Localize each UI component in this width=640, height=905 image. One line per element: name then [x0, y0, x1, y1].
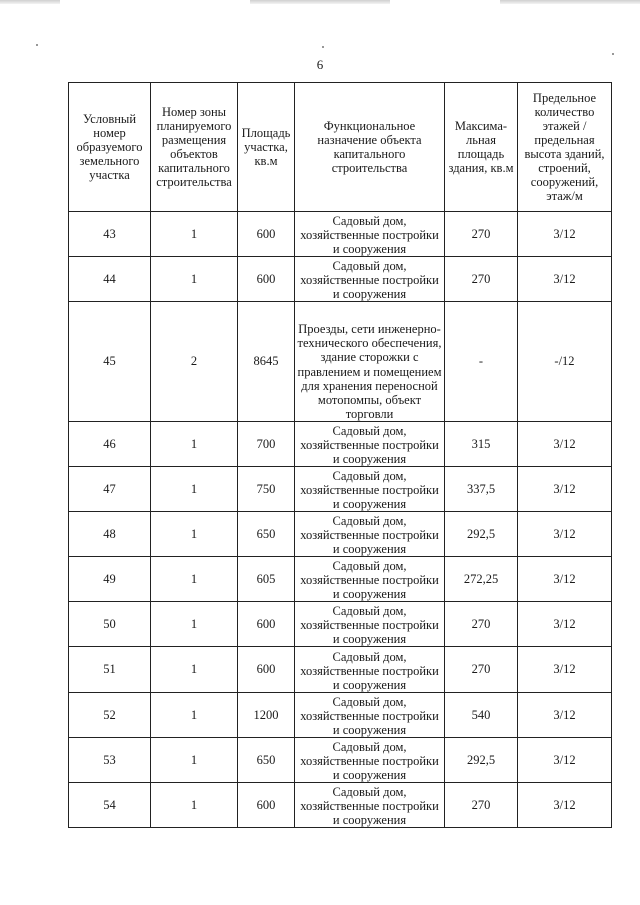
land-plots-table — [68, 82, 612, 828]
cell-function: Садовый дом, хозяйственные постройки и сооружения — [295, 212, 445, 257]
table-row — [69, 422, 612, 467]
header-max-building-area: Максима-льная площадь здания, кв.м — [445, 83, 518, 212]
cell-zone-number: 1 — [151, 212, 238, 257]
cell-plot-area: 600 — [238, 783, 295, 828]
cell-max-area: 270 — [445, 783, 518, 828]
cell-plot-number: 50 — [69, 602, 151, 647]
cell-plot-area: 600 — [238, 212, 295, 257]
table-row — [69, 467, 612, 512]
cell-zone-number: 1 — [151, 557, 238, 602]
cell-plot-number: 47 — [69, 467, 151, 512]
cell-plot-area: 750 — [238, 467, 295, 512]
cell-function: Садовый дом, хозяйственные постройки и сооружения — [295, 512, 445, 557]
cell-floors: 3/12 — [518, 647, 612, 693]
cell-zone-number: 1 — [151, 602, 238, 647]
cell-zone-number: 1 — [151, 422, 238, 467]
cell-plot-area: 650 — [238, 512, 295, 557]
cell-function: Садовый дом, хозяйственные постройки и сооружения — [295, 422, 445, 467]
table-row — [69, 647, 612, 693]
cell-plot-area: 1200 — [238, 693, 295, 738]
cell-zone-number: 2 — [151, 302, 238, 422]
cell-max-area: 540 — [445, 693, 518, 738]
cell-max-area: 270 — [445, 212, 518, 257]
cell-function: Садовый дом, хозяйственные постройки и сооружения — [295, 647, 445, 693]
cell-max-area: 292,5 — [445, 512, 518, 557]
cell-plot-area: 8645 — [238, 302, 295, 422]
header-floors-height: Предельное количество этажей / предельная высота зданий, строений, сооружений, этаж/м — [518, 83, 612, 212]
header-plot-area: Площадь участка, кв.м — [238, 83, 295, 212]
cell-plot-number: 54 — [69, 783, 151, 828]
cell-plot-number: 53 — [69, 738, 151, 783]
table-row — [69, 693, 612, 738]
cell-zone-number: 1 — [151, 257, 238, 302]
scan-artifact — [0, 0, 60, 4]
cell-function: Садовый дом, хозяйственные постройки и сооружения — [295, 738, 445, 783]
cell-plot-number: 45 — [69, 302, 151, 422]
table-row — [69, 512, 612, 557]
table-row — [69, 602, 612, 647]
cell-plot-number: 48 — [69, 512, 151, 557]
cell-floors: 3/12 — [518, 422, 612, 467]
scan-speck — [612, 53, 614, 55]
cell-floors: 3/12 — [518, 212, 612, 257]
cell-floors: 3/12 — [518, 512, 612, 557]
cell-max-area: 337,5 — [445, 467, 518, 512]
cell-zone-number: 1 — [151, 738, 238, 783]
cell-max-area: - — [445, 302, 518, 422]
page-number: 6 — [316, 57, 324, 72]
cell-floors: 3/12 — [518, 693, 612, 738]
table-row — [69, 557, 612, 602]
cell-function: Садовый дом, хозяйственные постройки и сооружения — [295, 257, 445, 302]
cell-function: Садовый дом, хозяйственные постройки и сооружения — [295, 557, 445, 602]
cell-function: Проезды, сети инженерно-технического обеспечения, здание сторожки с правлением и помещением для хранения переносной мотопомпы, объект торговли — [295, 302, 445, 422]
cell-zone-number: 1 — [151, 783, 238, 828]
cell-plot-number: 43 — [69, 212, 151, 257]
cell-floors: 3/12 — [518, 783, 612, 828]
cell-floors: 3/12 — [518, 602, 612, 647]
cell-max-area: 270 — [445, 257, 518, 302]
cell-plot-area: 650 — [238, 738, 295, 783]
cell-plot-area: 600 — [238, 257, 295, 302]
cell-function: Садовый дом, хозяйственные постройки и сооружения — [295, 783, 445, 828]
cell-floors: 3/12 — [518, 467, 612, 512]
cell-plot-area: 605 — [238, 557, 295, 602]
cell-floors: 3/12 — [518, 738, 612, 783]
cell-plot-area: 600 — [238, 647, 295, 693]
table-row — [69, 783, 612, 828]
cell-function: Садовый дом, хозяйственные постройки и сооружения — [295, 693, 445, 738]
cell-max-area: 315 — [445, 422, 518, 467]
table-row — [69, 212, 612, 257]
cell-zone-number: 1 — [151, 512, 238, 557]
cell-function: Садовый дом, хозяйственные постройки и сооружения — [295, 602, 445, 647]
cell-max-area: 292,5 — [445, 738, 518, 783]
cell-plot-number: 52 — [69, 693, 151, 738]
cell-plot-area: 700 — [238, 422, 295, 467]
cell-plot-number: 46 — [69, 422, 151, 467]
scan-artifact — [250, 0, 390, 4]
cell-max-area: 270 — [445, 602, 518, 647]
cell-plot-area: 600 — [238, 602, 295, 647]
cell-plot-number: 49 — [69, 557, 151, 602]
table-row — [69, 302, 612, 422]
cell-floors: 3/12 — [518, 257, 612, 302]
header-plot-number: Условный номер образуемого земельного участка — [69, 83, 151, 212]
scan-speck — [322, 46, 324, 48]
cell-zone-number: 1 — [151, 467, 238, 512]
scan-speck — [36, 44, 38, 46]
cell-max-area: 270 — [445, 647, 518, 693]
table-header-row — [69, 83, 612, 212]
header-zone-number: Номер зоны планируемого размещения объектов капитального строительства — [151, 83, 238, 212]
cell-zone-number: 1 — [151, 693, 238, 738]
cell-max-area: 272,25 — [445, 557, 518, 602]
cell-function: Садовый дом, хозяйственные постройки и сооружения — [295, 467, 445, 512]
cell-plot-number: 51 — [69, 647, 151, 693]
scan-artifact — [500, 0, 640, 4]
cell-plot-number: 44 — [69, 257, 151, 302]
table-row — [69, 738, 612, 783]
cell-zone-number: 1 — [151, 647, 238, 693]
cell-floors: 3/12 — [518, 557, 612, 602]
header-function: Функциональное назначение объекта капитального строительства — [295, 83, 445, 212]
cell-floors: -/12 — [518, 302, 612, 422]
table-row — [69, 257, 612, 302]
